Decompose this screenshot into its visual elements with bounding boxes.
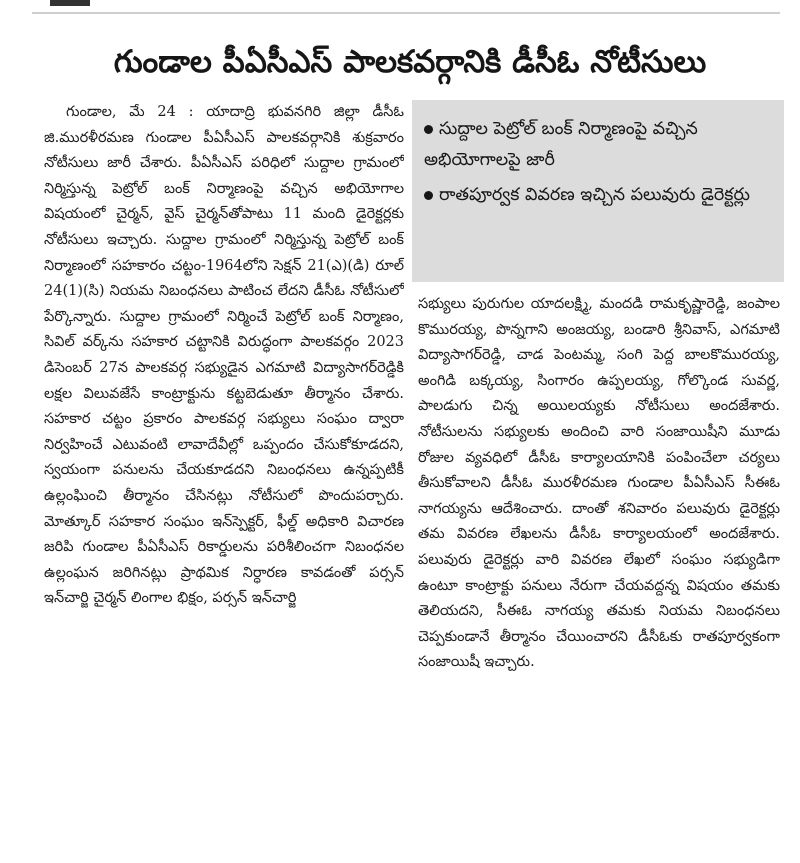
highlight-item: [424, 114, 770, 176]
bullet-dot-icon: [424, 191, 433, 200]
highlight-item: [424, 180, 770, 211]
top-divider-rule: [32, 12, 780, 14]
section-marker: [50, 0, 90, 6]
article-headline: గుండాల పీఏసీఎస్ పాలకవర్గానికి డీసీఓ నోటీసులు: [113, 44, 707, 80]
article-body-left-column: గుండాల, మే 24 : యాదాద్రి భువనగిరి జిల్లా డీసీఓ జి.మురళీరమణ గుండాల పీఏసీఎస్ పాలకవర్గానికి శుక్రవారం నోటీసులు జారీ చేశారు. పీఏసీఎస్ పరిధిలో సుద్దాల గ్రామంలో నిర్మిస్తున్న పెట్రోల్ బంక్ నిర్మాణంపై వచ్చిన అభియోగాల విషయంలో చైర్మన్, వైస్ చైర్మన్‌తోపాటు 11 మంది డైరెక్టర్లకు నోటీసులు ఇచ్చారు. సుద్దాల గ్రామంలో నిర్మిస్తున్న పెట్రోల్ బంక్ నిర్మాణంలో సహకారం చట్టం-1964లోని సెక్షన్ 21(ఎ)(డి) రూల్ 24(1)(సి) నియమ నిబంధనలు పాటించ లేదని డీసీఓ నోటీసులో పేర్కొన్నారు. సుద్దాల గ్రామంలో నిర్మించే పెట్రోల్ బంక్ నిర్మాణం, సివిల్ వర్క్‌ను సహకార చట్టానికి విరుద్ధంగా పాలకవర్గం 2023 డిసెంబర్ 27న పాలకవర్గ సభ్యుడైన ఎగమాటి విద్యాసాగర్‌రెడ్డికి లక్షల విలువజేసే కాంట్రాక్టును కట్టబెడుతూ తీర్మానం చేశారు. సహకార చట్టం ప్రకారం పాలకవర్గ సభ్యులు సంఘం ద్వారా నిర్వహించే ఎటువంటి లావాదేవీల్లో ఒప్పందం చేసుకోకూడదని, స్వయంగా పనులను చేయకూడదని నిబంధనలు ఉన్నప్పటికీ ఉల్లంఘించి తీర్మానం చేసినట్లు నోటీసులో పొందుపర్చారు. మోత్కూర్ సహకార సంఘం ఇన్‌స్పెక్టర్, ఫీల్డ్ అధికారి విచారణ జరిపి గుండాల పీఏసీఎస్ రికార్డులను పరిశీలించగా నిబంధనల ఉల్లంఘన జరిగినట్లు ప్రాథమిక నిర్ధారణ కావడంతో పర్సన్ ఇన్‌చార్జి చైర్మన్ లింగాల భిక్షం, పర్సన్ ఇన్‌చార్జి: [44, 104, 404, 607]
highlights-box: [412, 100, 784, 282]
bullet-dot-icon: [424, 125, 433, 134]
highlight-text: రాతపూర్వక వివరణ ఇచ్చిన పలువురు డైరెక్టర్లు: [439, 185, 750, 205]
highlight-text: సుద్దాల పెట్రోల్ బంక్ నిర్మాణంపై వచ్చిన అభియోగాలపై జారీ: [424, 119, 698, 170]
article-body-right-column: సభ్యులు పురుగుల యాదలక్ష్మి, మందడి రామకృష్ణారెడ్డి, జంపాల కొమురయ్య, పొన్నగాని అంజయ్య, బండారి శ్రీనివాస్, ఎగమాటి విద్యాసాగర్‌రెడ్డి, చాడ పెంటమ్మ, సంగి పెద్ద బాలకొమురయ్య, అంగిడి బక్కయ్య, సింగారం ఉప్పలయ్య, గోల్కొండ సువర్ణ, పాలడుగు చిన్న అయిలయ్యకు నోటీసులు అందజేశారు. నోటీసులను సభ్యులకు అందించి వారి సంజాయిషీని మూడు రోజుల వ్యవధిలో డీసీఓ కార్యాలయానికి పంపించేలా చర్యలు తీసుకోవాలని డీసీఓ మురళీరమణ గుండాల పీఏసీఎస్ సీఈఓ నాగయ్యను ఆదేశించారు. దాంతో శనివారం పలువురు డైరెక్టర్లు తమ వివరణ లేఖలను డీసీఓ కార్యాలయంలో అందజేశారు. పలువురు డైరెక్టర్లు వారి వివరణ లేఖలో సంఘం సభ్యుడిగా ఉంటూ కాంట్రాక్టు పనులు నేరుగా చేయవద్దన్న విషయం తమకు తెలియదని, సీఈఓ నాగయ్య తమకు నియమ నిబంధనలు చెప్పకుండానే తీర్మానం చేయించారని డీసీఓకు రాతపూర్వకంగా సంజాయిషీ ఇచ్చారు.: [418, 296, 780, 671]
